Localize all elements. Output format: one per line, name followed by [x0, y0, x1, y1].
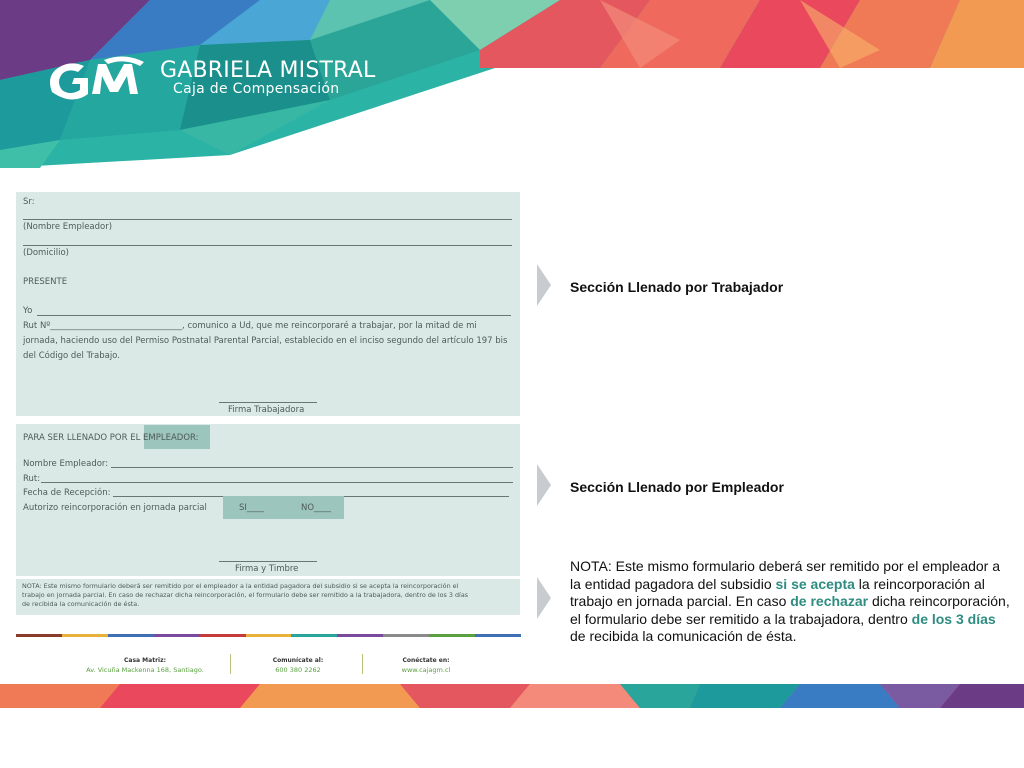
note-highlight-rechazar: de rechazar — [790, 593, 869, 609]
rut-field[interactable] — [41, 482, 513, 483]
no-option[interactable]: NO____ — [301, 503, 332, 513]
note-highlight-3-dias: de los 3 días — [911, 610, 996, 627]
chevron-right-icon — [537, 264, 551, 306]
worker-text-line-2: jornada, haciendo uso del Permiso Postnatal Parental Parcial, establecido en el inciso segundo del artículo 197 bis — [23, 336, 508, 346]
yo-line — [37, 315, 511, 316]
employer-heading: PARA SER LLENADO POR EL EMPLEADOR: — [23, 433, 199, 443]
header-banner — [0, 0, 1024, 170]
chevron-right-icon — [537, 464, 551, 506]
brand-name: GABRIELA MISTRAL — [160, 58, 376, 83]
worker-text-line-3: del Código del Trabajo. — [23, 351, 120, 361]
fecha-recepcion-label: Fecha de Recepción: — [23, 488, 111, 498]
worker-signature-line — [219, 402, 317, 403]
worker-signature-label: Firma Trabajadora — [228, 405, 305, 415]
chevron-right-icon — [537, 577, 551, 619]
gm-logo-hand-icon — [44, 52, 150, 104]
section-employer-title: Sección Llenado por Empleador — [570, 479, 784, 495]
nombre-empleador-field[interactable] — [111, 467, 513, 468]
comunicate-label: Comunícate al: — [272, 657, 324, 664]
note-paragraph: NOTA: Este mismo formulario deberá ser remitido por el empleador a la entidad pagadora del subsidio si se acepta la reincorporación al trabajo en jornada parcial. En caso de rechazar dicha reincorporación, el formulario debe ser remitido a la trabajadora, dentro de los 3 días de recibida la comunicación de ésta. — [570, 558, 1010, 644]
employer-signature-label: Firma y Timbre — [235, 564, 299, 574]
employer-signature-line — [219, 561, 317, 562]
footer-banner — [0, 684, 1024, 708]
nota-form-line-3: de recibida la comunicación de ésta. — [22, 600, 140, 608]
nombre-empleador-field-label: Nombre Empleador: — [23, 459, 109, 469]
comunicate-value: 600 380 2262 — [275, 666, 321, 674]
si-option[interactable]: SI____ — [239, 503, 264, 513]
footer-divider-1 — [230, 654, 231, 674]
yo-label: Yo — [23, 306, 33, 316]
footer-divider-2 — [362, 654, 363, 674]
worker-text-line-1: Rut Nº_______________________________, comunico a Ud, que me reincorporaré a trabajar, por la mitad de mi — [23, 321, 477, 331]
conectate-value: www.cajagm.cl — [401, 666, 451, 674]
nota-form-line-1: NOTA: Este mismo formulario deberá ser remitido por el empleador a la entidad pagadora del subsidio si se acepta la reincorporación el — [22, 582, 459, 590]
section-worker-title: Sección Llenado por Trabajador — [570, 279, 784, 295]
presente-label: PRESENTE — [23, 277, 68, 287]
sr-label: Sr: — [23, 197, 35, 207]
casa-matriz-value: Av. Vicuña Mackenna 168, Santiago. — [86, 666, 204, 674]
sr-line — [23, 219, 512, 220]
conectate-label: Conéctate en: — [402, 657, 450, 664]
autorizo-label: Autorizo reincorporación en jornada parcial — [23, 503, 207, 513]
note-highlight-acepta: si se acepta — [775, 575, 855, 592]
nombre-empleador-label: (Nombre Empleador) — [23, 222, 113, 232]
domicilio-label: (Domicilio) — [23, 248, 69, 258]
domicilio-line — [23, 245, 512, 246]
brand-subtitle: Caja de Compensación — [173, 81, 340, 97]
nota-form-line-2: trabajo en jornada parcial. En caso de rechazar dicha reincorporación, el formulario debe ser remitido a la trabajadora, dentro de los 3 días — [22, 591, 469, 599]
color-stripe — [16, 634, 521, 637]
rut-field-label: Rut: — [23, 474, 41, 484]
casa-matriz-label: Casa Matriz: — [124, 657, 166, 664]
